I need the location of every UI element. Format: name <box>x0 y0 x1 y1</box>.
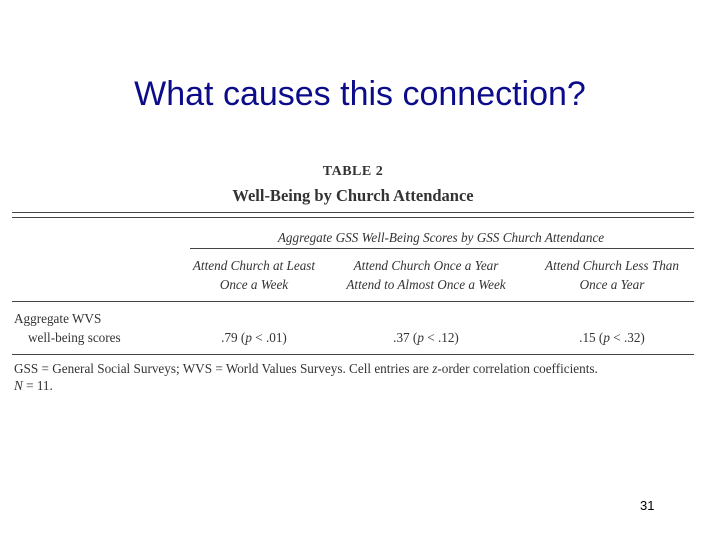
row-label-line2: well-being scores <box>28 330 121 345</box>
table-cell-2 <box>328 328 524 347</box>
row-label-line1: Aggregate WVS <box>14 311 102 326</box>
bottom-rule <box>12 354 694 355</box>
cell-2-paren: ( <box>409 330 418 345</box>
table-note-line2 <box>14 377 696 394</box>
cell-1-coefficient: .79 <box>221 330 238 345</box>
column-header-1-line2: Once a Week <box>219 277 289 292</box>
column-header-1 <box>172 256 336 294</box>
cell-3-paren: ( <box>595 330 604 345</box>
note-n-value: = 11. <box>22 378 53 393</box>
table-caption: Well-Being by Church Attendance <box>232 186 474 205</box>
column-header-1-line1: Attend Church at Least <box>192 258 316 273</box>
top-rule-2 <box>12 217 694 218</box>
page-number: 31 <box>640 498 655 513</box>
cell-3-coefficient: .15 <box>579 330 596 345</box>
spanner-header: Aggregate GSS Well-Being Scores by GSS Church Attendance <box>277 230 605 245</box>
note-n: N <box>14 378 23 393</box>
cell-2-p-value: < .12) <box>423 330 459 345</box>
column-header-3 <box>526 256 698 294</box>
slide-title: What causes this connection? <box>134 75 586 113</box>
cell-3-p-value: < .32) <box>609 330 645 345</box>
cell-2-coefficient: .37 <box>393 330 410 345</box>
note-z: z <box>432 361 438 376</box>
table-cell-3 <box>526 328 698 347</box>
cell-2-p-symbol: p <box>417 330 424 345</box>
top-rule-1 <box>12 212 694 213</box>
cell-1-paren: ( <box>237 330 246 345</box>
table-note <box>14 360 696 394</box>
note-text-a: GSS = General Social Surveys; WVS = World Values Surveys. Cell entries are <box>14 361 433 376</box>
column-header-2 <box>328 256 524 294</box>
column-header-2-line2: Attend to Almost Once a Week <box>346 277 506 292</box>
note-text-b: -order correlation coefficients. <box>437 361 598 376</box>
spanner-rule <box>190 248 694 249</box>
results-table <box>12 164 694 404</box>
table-cell-1 <box>172 328 336 347</box>
cell-1-p-value: < .01) <box>251 330 287 345</box>
column-header-3-line1: Attend Church Less Than <box>545 258 679 273</box>
table-number: TABLE 2 <box>322 164 384 179</box>
cell-1-p-symbol: p <box>245 330 252 345</box>
cell-3-p-symbol: p <box>603 330 610 345</box>
header-rule <box>12 301 694 302</box>
column-header-3-line2: Once a Year <box>579 277 645 292</box>
row-label <box>14 309 184 347</box>
column-header-2-line1: Attend Church Once a Year <box>353 258 499 273</box>
table-note-line1 <box>14 360 696 377</box>
